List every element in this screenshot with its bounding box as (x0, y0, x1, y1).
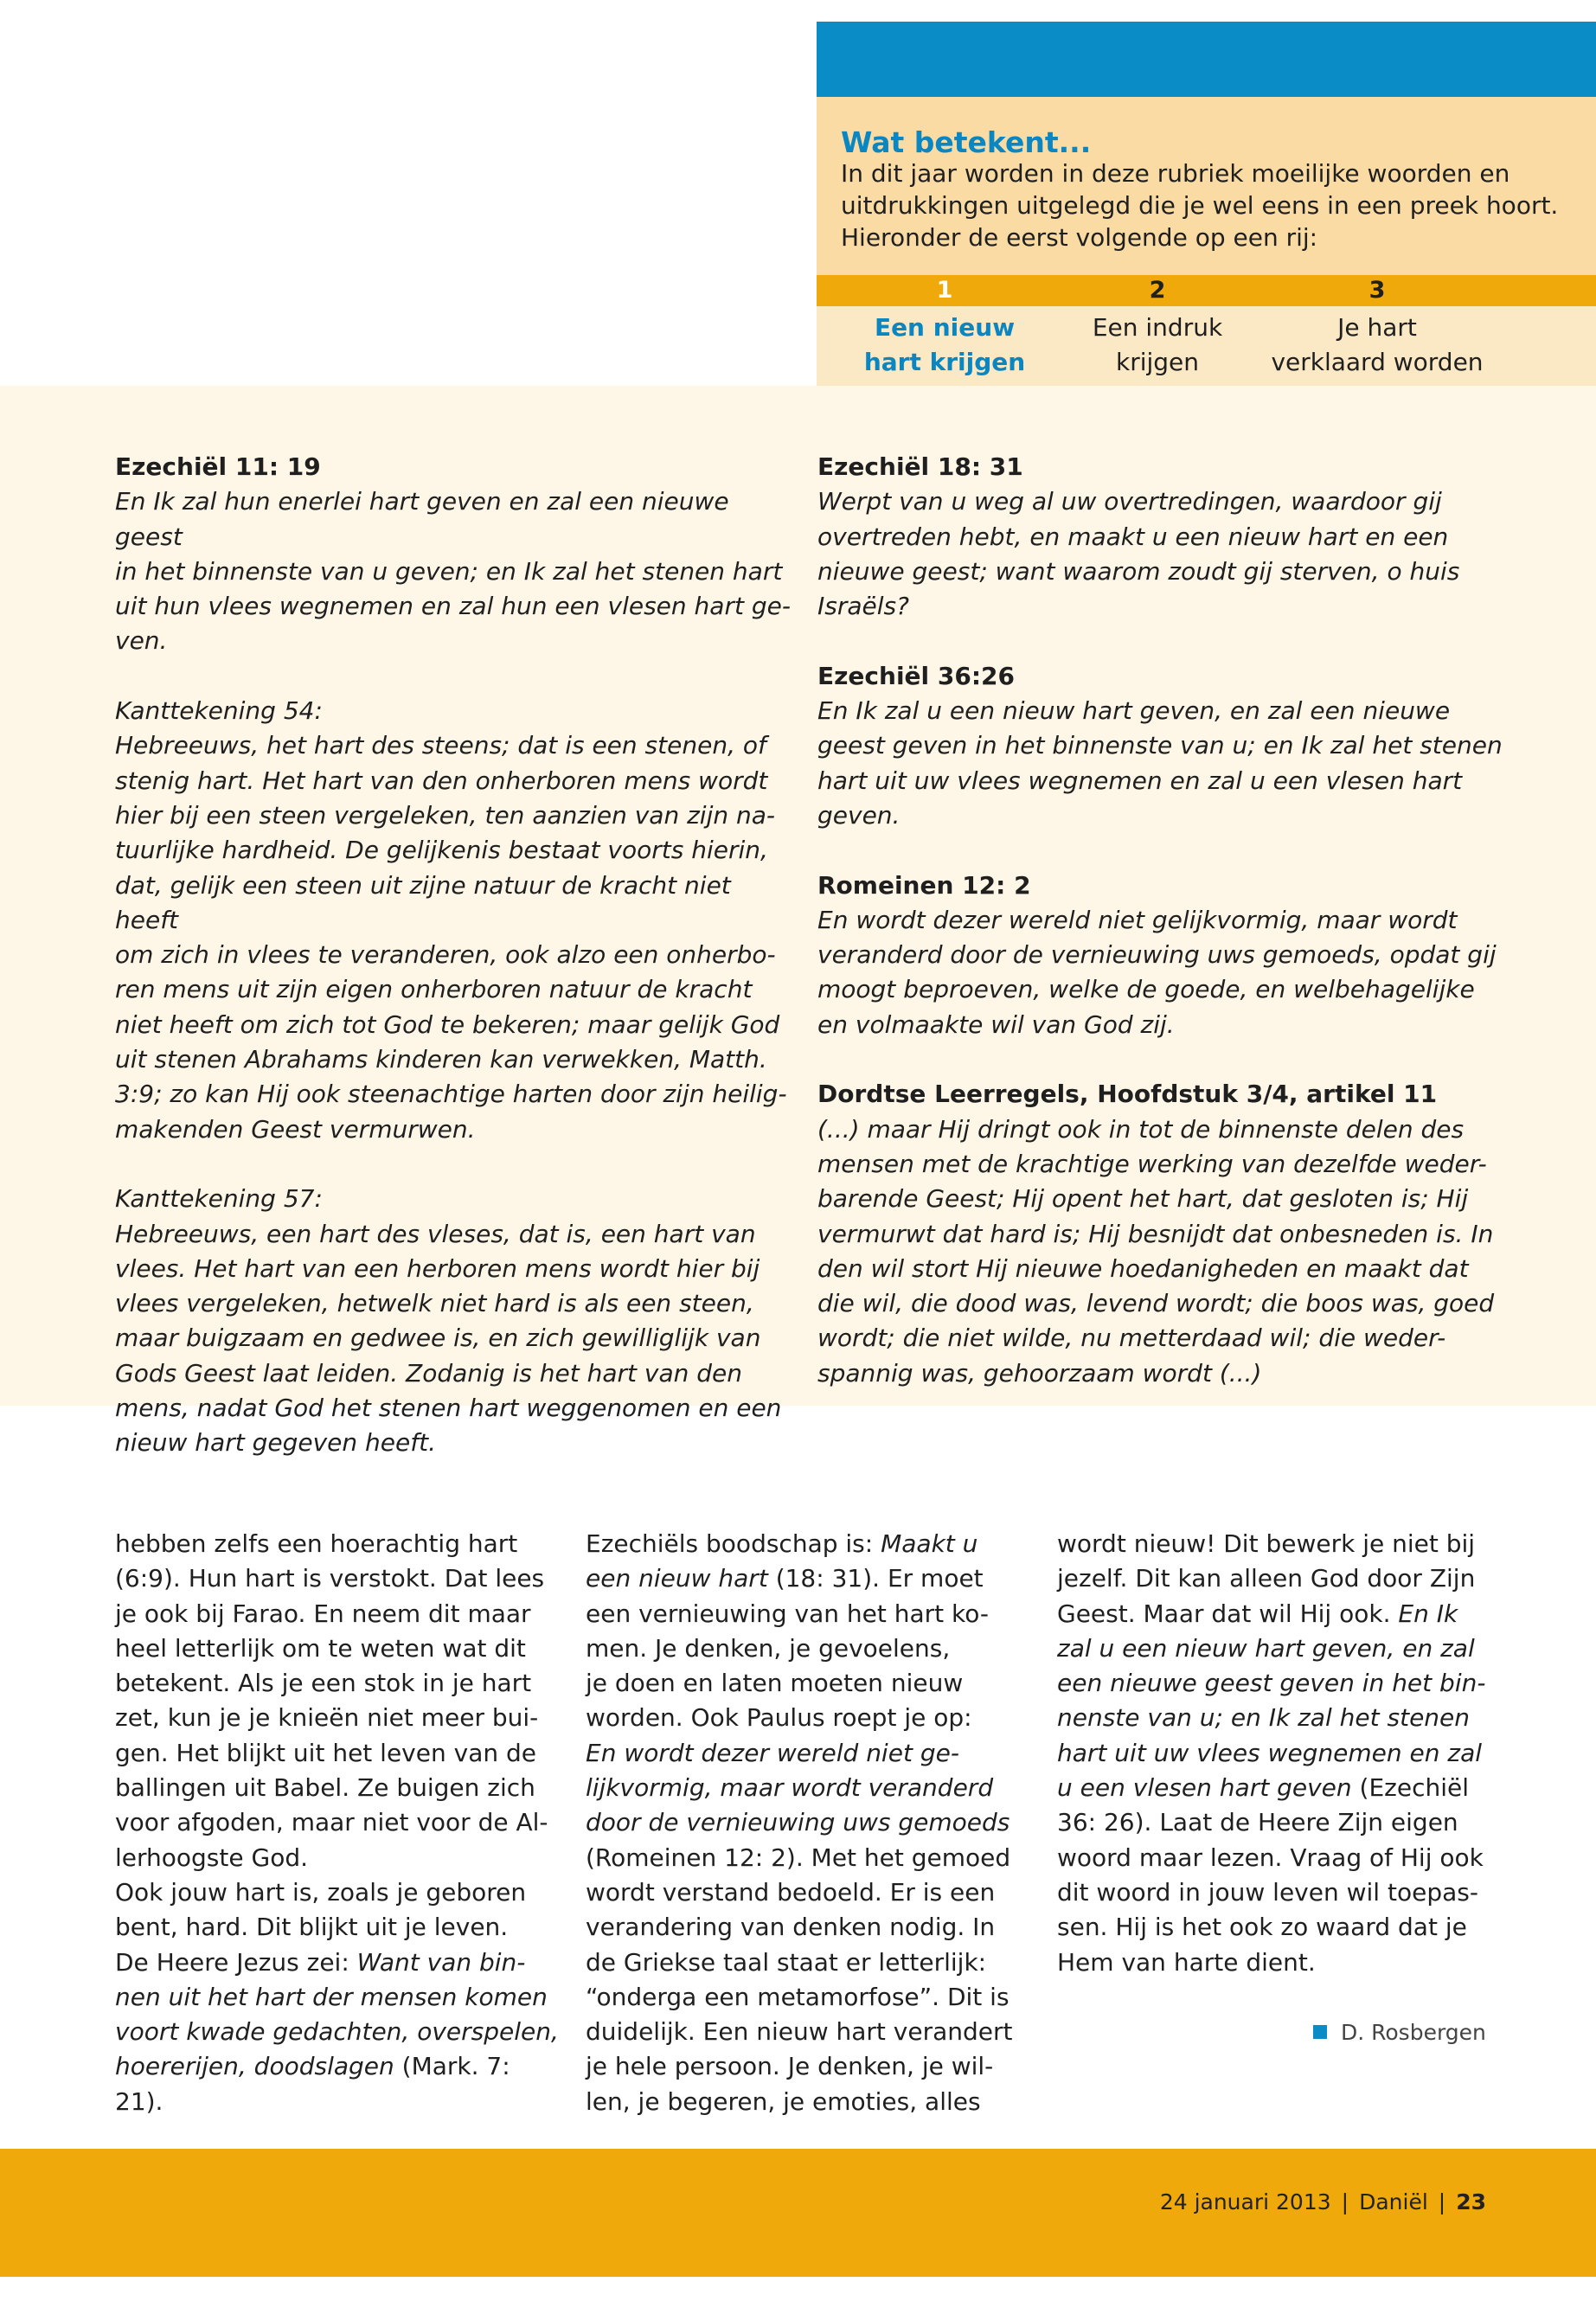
body-line: men. Je denken, je gevoelens, (586, 1633, 951, 1663)
body-line: door de vernieuwing uws gemoeds (586, 1808, 1010, 1837)
body-line: De Heere Jezus zei: Want van bin- (115, 1947, 526, 1977)
body-line: verandering van denken nodig. In (586, 1913, 996, 1942)
body-line: een nieuw hart (18: 31). Er moet (586, 1564, 984, 1593)
page-number: 23 (1456, 2189, 1486, 2214)
body-line: voort kwade gedachten, overspelen, (115, 2017, 559, 2047)
text-line: in het binnenste van u geven; en Ik zal het stenen hart (115, 556, 783, 586)
quote-heading: Dordtse Leerregels, Hoofdstuk 3/4, artikel 11 (817, 1080, 1438, 1109)
text-line: geest geven in het binnenste van u; en Ik zal het stenen (817, 731, 1503, 760)
text-line: Hebreeuws, een hart des vleses, dat is, een hart van (115, 1219, 756, 1248)
body-line: een nieuwe geest geven in het bin- (1057, 1669, 1486, 1698)
text-line: en volmaakte wil van God zij. (817, 1009, 1175, 1039)
text-line: ren mens uit zijn eigen onherboren natuur de kracht (115, 975, 753, 1004)
term-2-line1: Een indruk (1092, 313, 1223, 342)
quote-text (817, 1112, 1579, 1391)
term-1-line1: Een nieuw (874, 313, 1016, 342)
quote-heading: Ezechiël 11: 19 (115, 452, 321, 481)
body-line: voor afgoden, maar niet voor de Al- (115, 1808, 548, 1837)
definition-intro: In dit jaar worden in deze rubriek moeilijke woorden en uitdrukkingen uitgelegd die je wel eens in een preek hoort. Hieronder de eerst volgende op een rij: (841, 159, 1559, 252)
text-line: nieuwe geest; want waarom zoudt gij sterven, o huis (817, 556, 1460, 586)
body-column-2 (586, 1527, 1035, 2119)
body-line: een vernieuwing van het hart ko- (586, 1599, 990, 1628)
text-line: (...) maar Hij dringt ook in tot de binnenste delen des (817, 1114, 1465, 1144)
body-line: je doen en laten moeten nieuw (586, 1669, 964, 1698)
text-line: maar buigzaam en gedwee is, en zich gewilliglijk van (115, 1324, 761, 1353)
text-line: En Ik zal u een nieuw hart geven, en zal een nieuwe (817, 696, 1451, 726)
body-line: “onderga een metamorfose”. Dit is (586, 1982, 1010, 2011)
term-2-line2: krijgen (1115, 348, 1200, 376)
body-line: En wordt dezer wereld niet ge- (586, 1738, 959, 1767)
quote-column-left (115, 450, 798, 1461)
text-line: die wil, die dood was, levend wordt; die boos was, goed (817, 1289, 1495, 1318)
body-line: wordt verstand bedoeld. Er is een (586, 1877, 996, 1907)
footer-separator: | (1341, 2189, 1349, 2214)
text-line: Werpt van u weg al uw overtredingen, waardoor gij (817, 487, 1442, 516)
text-line: om zich in vlees te veranderen, ook alzo een onherbo- (115, 940, 776, 970)
body-line: bent, hard. Dit blijkt uit je leven. (115, 1913, 509, 1942)
body-line: heel letterlijk om te weten wat dit (115, 1633, 526, 1663)
body-line: len, je begeren, je emoties, alles (586, 2086, 981, 2116)
body-line: lijkvormig, maar wordt veranderd (586, 1773, 994, 1803)
body-line: hebben zelfs een hoerachtig hart (115, 1529, 518, 1558)
text-line: stenig hart. Het hart van den onherboren mens wordt (115, 766, 768, 795)
body-line: gen. Het blijkt uit het leven van de (115, 1738, 536, 1767)
text-line: mensen met de krachtige werking van dezelfde weder- (817, 1149, 1487, 1178)
body-column-3 (1057, 1527, 1507, 1980)
text-line: nieuw hart gegeven heeft. (115, 1428, 436, 1458)
body-line: ballingen uit Babel. Ze buigen zich (115, 1773, 535, 1803)
quote-text (817, 484, 1579, 624)
quote-heading: Ezechiël 36:26 (817, 661, 1016, 690)
annotation-heading: Kanttekening 54: (115, 696, 323, 726)
text-line: Hebreeuws, het hart des steens; dat is een stenen, of (115, 731, 766, 760)
body-line: jezelf. Dit kan alleen God door Zijn (1057, 1564, 1476, 1593)
body-line: je hele persoon. Je denken, je wil- (586, 2052, 994, 2081)
text-line: vermurwt dat hard is; Hij besnijdt dat onbesneden is. In (817, 1219, 1494, 1248)
quote-column-right (817, 450, 1579, 1391)
annotation-text (115, 1217, 798, 1461)
body-line: (6:9). Hun hart is verstokt. Dat lees (115, 1564, 545, 1593)
footer-publication: Daniël (1359, 2189, 1428, 2214)
annotation-text (115, 728, 798, 1147)
text-line: dat, gelijk een steen uit zijne natuur de kracht niet heeft (115, 870, 731, 934)
term-3[interactable] (1247, 311, 1507, 380)
term-3-line2: verklaard worden (1271, 348, 1484, 376)
body-line: dit woord in jouw leven wil toepas- (1057, 1877, 1478, 1907)
term-number-3: 3 (1368, 277, 1386, 304)
body-line: (Romeinen 12: 2). Met het gemoed (586, 1843, 1011, 1872)
footer-separator: | (1438, 2189, 1446, 2214)
text-line: mens, nadat God het stenen hart weggenomen en een (115, 1394, 782, 1423)
text-line: geven. (817, 800, 901, 830)
text-line: tuurlijke hardheid. De gelijkenis bestaat voorts hierin, (115, 836, 768, 865)
body-line: 36: 26). Laat de Heere Zijn eigen (1057, 1808, 1458, 1837)
body-line: sen. Hij is het ook zo waard dat je (1057, 1913, 1467, 1942)
text-line: 3:9; zo kan Hij ook steenachtige harten door zijn heilig- (115, 1080, 787, 1109)
body-line: duidelijk. Een nieuw hart verandert (586, 2017, 1013, 2047)
definition-title: Wat betekent... (841, 125, 1092, 159)
text-line: niet heeft om zich tot God te bekeren; maar gelijk God (115, 1009, 780, 1039)
body-line: woord maar lezen. Vraag of Hij ook (1057, 1843, 1484, 1872)
text-line: makenden Geest vermurwen. (115, 1114, 476, 1144)
body-line: je ook bij Farao. En neem dit maar (115, 1599, 531, 1628)
term-1-line2: hart krijgen (863, 348, 1026, 376)
bullet-square-icon (1313, 2025, 1327, 2039)
text-line: vlees vergeleken, hetwelk niet hard is als een steen, (115, 1289, 754, 1318)
body-line: zet, kun je je knieën niet meer bui- (115, 1703, 539, 1733)
body-line: zal u een nieuw hart geven, en zal (1057, 1633, 1475, 1663)
text-line: uit stenen Abrahams kinderen kan verwekken, Matth. (115, 1045, 767, 1074)
term-number-1: 1 (936, 277, 953, 304)
body-line: hoererijen, doodslagen (Mark. 7: (115, 2052, 510, 2081)
text-line: spannig was, gehoorzaam wordt (...) (817, 1358, 1262, 1388)
footer-info (1160, 2187, 1486, 2218)
body-line: 21). (115, 2086, 163, 2116)
body-line: lerhoogste God. (115, 1843, 309, 1872)
header-color-bar (817, 22, 1596, 97)
body-line: betekent. Als je een stok in je hart (115, 1669, 532, 1698)
text-line: overtreden hebt, en maakt u een nieuw hart en een (817, 522, 1449, 551)
footer-date: 24 januari 2013 (1159, 2189, 1331, 2214)
body-line: u een vlesen hart geven (Ezechiël (1057, 1773, 1469, 1803)
text-line: wordt; die niet wilde, nu metterdaad wil; die weder- (817, 1324, 1446, 1353)
text-line: veranderd door de vernieuwing uws gemoeds, opdat gij (817, 940, 1497, 970)
text-line: moogt beproeven, welke de goede, en welbehagelijke (817, 975, 1475, 1004)
author-name: D. Rosbergen (1341, 2020, 1486, 2045)
body-line: hart uit uw vlees wegnemen en zal (1057, 1738, 1483, 1767)
term-number-2: 2 (1149, 277, 1166, 304)
body-line: nen uit het hart der mensen komen (115, 1982, 548, 2011)
text-line: hart uit uw vlees wegnemen en zal u een vlesen hart (817, 766, 1463, 795)
author-byline (1313, 2017, 1486, 2048)
text-line: vlees. Het hart van een herboren mens wordt hier bij (115, 1253, 760, 1283)
quote-heading: Ezechiël 18: 31 (817, 452, 1023, 481)
text-line: En Ik zal hun enerlei hart geven en zal een nieuwe geest (115, 487, 729, 551)
quote-text (817, 903, 1579, 1042)
quote-heading: Romeinen 12: 2 (817, 870, 1031, 900)
text-line: uit hun vlees wegnemen en zal hun een vlesen hart ge- (115, 592, 791, 621)
body-line: Hem van harte dient. (1057, 1947, 1316, 1977)
body-line: de Griekse taal staat er letterlijk: (586, 1947, 987, 1977)
body-line: nenste van u; en Ik zal het stenen (1057, 1703, 1471, 1733)
text-line: Israëls? (817, 592, 909, 621)
text-line: barende Geest; Hij opent het hart, dat gesloten is; Hij (817, 1184, 1469, 1214)
text-line: hier bij een steen vergeleken, ten aanzien van zijn na- (115, 800, 776, 830)
body-line: Ook jouw hart is, zoals je geboren (115, 1877, 527, 1907)
term-3-line1: Je hart (1337, 313, 1417, 342)
annotation-heading: Kanttekening 57: (115, 1184, 323, 1214)
body-line: Ezechiëls boodschap is: Maakt u (586, 1529, 978, 1558)
text-line: Gods Geest laat leiden. Zodanig is het hart van den (115, 1358, 742, 1388)
body-line: Geest. Maar dat wil Hij ook. En Ik (1057, 1599, 1458, 1628)
body-column-1 (115, 1527, 565, 2119)
quote-text (115, 484, 798, 658)
quote-text (817, 694, 1579, 833)
text-line: den wil stort Hij nieuwe hoedanigheden en maakt dat (817, 1253, 1469, 1283)
text-line: ven. (115, 626, 168, 656)
body-line: wordt nieuw! Dit bewerk je niet bij (1057, 1529, 1476, 1558)
body-line: worden. Ook Paulus roept je op: (586, 1703, 972, 1733)
text-line: En wordt dezer wereld niet gelijkvormig, maar wordt (817, 905, 1458, 934)
